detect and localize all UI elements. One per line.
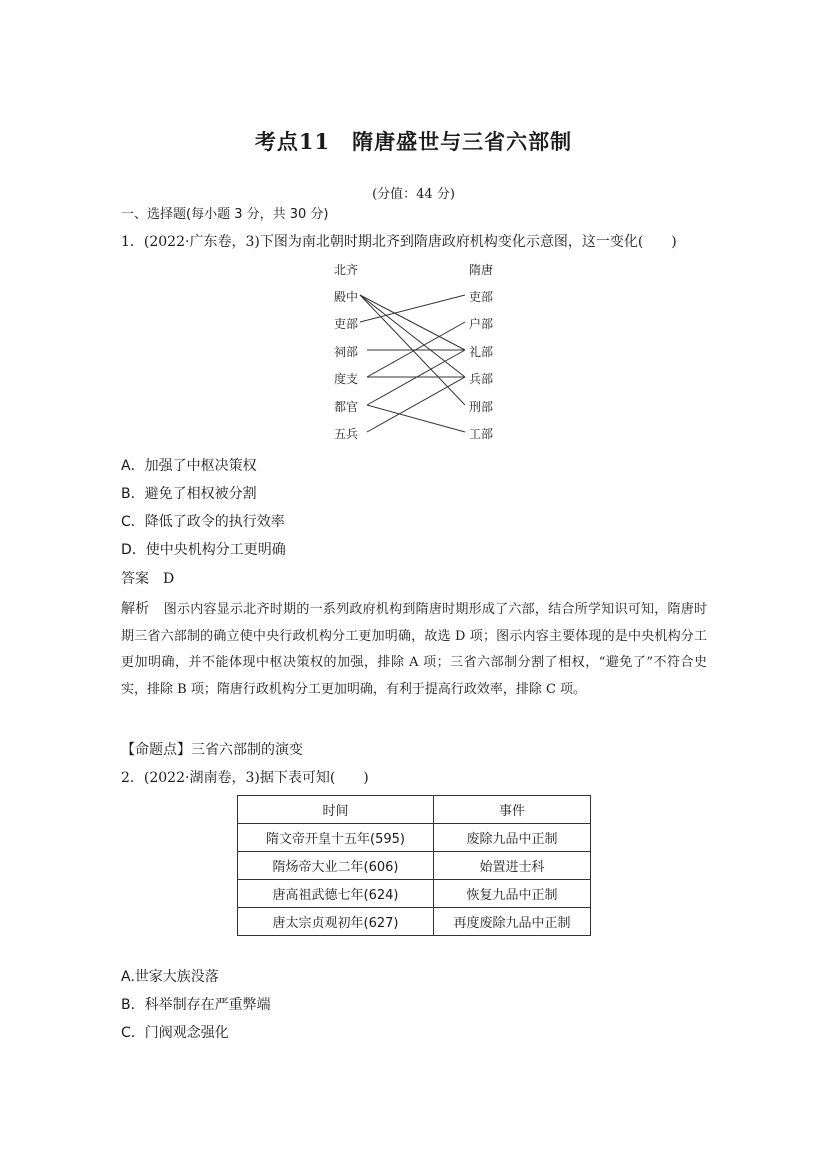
connector-line [360,295,465,322]
connector-line [367,405,465,432]
answer-value: D [163,571,175,587]
diagram-right-item: 吏部 [469,290,494,304]
diagram-left-header: 北齐 [334,263,359,277]
diagram-left-item: 吏部 [334,317,359,331]
diagram-left-item: 殿中 [334,290,359,304]
question-2-stem: 2．(2022·湖南卷，3)据下表可知( ) [121,770,369,786]
history-events-table [237,795,591,936]
diagram-left-item: 都官 [334,400,359,414]
table-header: 事件 [434,796,591,824]
q1-option-a: A．加强了中枢决策权 [121,458,257,474]
connector-line [360,295,465,377]
table-row [238,824,591,852]
table-cell: 始置进士科 [434,852,591,880]
analysis-label: 解析 [121,601,150,617]
diagram-connectors [320,255,520,445]
q1-option-d: D．使中央机构分工更明确 [121,542,286,558]
score-note: (分值：44 分) [372,187,455,202]
table-cell: 再度废除九品中正制 [434,908,591,936]
diagram-left-item: 祠部 [334,345,359,359]
diagram-right-item: 兵部 [469,372,494,386]
institution-change-diagram [320,255,520,445]
table-header-row [238,796,591,824]
table-cell: 唐太宗贞观初年(627) [238,908,434,936]
q2-option-c: C．门阀观念强化 [121,1025,229,1041]
table-row [238,908,591,936]
table-cell: 恢复九品中正制 [434,880,591,908]
section-heading: 一、选择题(每小题 3 分，共 30 分) [121,207,329,222]
connector-line [367,377,465,432]
table-cell: 唐高祖武德七年(624) [238,880,434,908]
connector-line [360,295,465,350]
table-row [238,880,591,908]
answer-label: 答案 [121,571,149,587]
q1-option-b: B．避免了相权被分割 [121,486,257,502]
diagram-right-header: 隋唐 [469,263,494,277]
analysis-paragraph [121,596,707,703]
exam-point: 【命题点】三省六部制的演变 [121,742,303,758]
table-row [238,852,591,880]
page-title: 考点11 隋唐盛世与三省六部制 [254,129,573,154]
analysis-text: 图示内容显示北齐时期的一系列政府机构到隋唐时期形成了六部，结合所学知识可知，隋唐时期三省六部制的确立使中央行政机构分工更加明确，故选 D 项；图示内容主要体现的是中央机构分工更加明确，并不能体现中枢决策权的加强，排除 A 项；三省六部制分割了相权，“避免了”不符合史实，排除 B 项；隋唐行政机构分工更加明确，有利于提高行政效率，排除 C 项。 [121,602,707,697]
answer-line [121,568,174,588]
diagram-right-item: 工部 [469,427,494,441]
diagram-right-item: 礼部 [469,345,494,359]
q1-option-c: C．降低了政令的执行效率 [121,514,285,530]
diagram-left-item: 度支 [334,372,359,386]
q2-option-b: B．科举制存在严重弊端 [121,997,271,1013]
question-1-stem: 1．(2022·广东卷，3)下图为南北朝时期北齐到隋唐政府机构变化示意图，这一变化( ) [121,234,677,250]
table-header: 时间 [238,796,434,824]
diagram-right-item: 刑部 [469,400,494,414]
diagram-left-item: 五兵 [334,427,359,441]
q2-option-a: A.世家大族没落 [121,969,219,985]
diagram-right-item: 户部 [469,317,494,331]
table-cell: 隋文帝开皇十五年(595) [238,824,434,852]
table-cell: 隋炀帝大业二年(606) [238,852,434,880]
table-cell: 废除九品中正制 [434,824,591,852]
